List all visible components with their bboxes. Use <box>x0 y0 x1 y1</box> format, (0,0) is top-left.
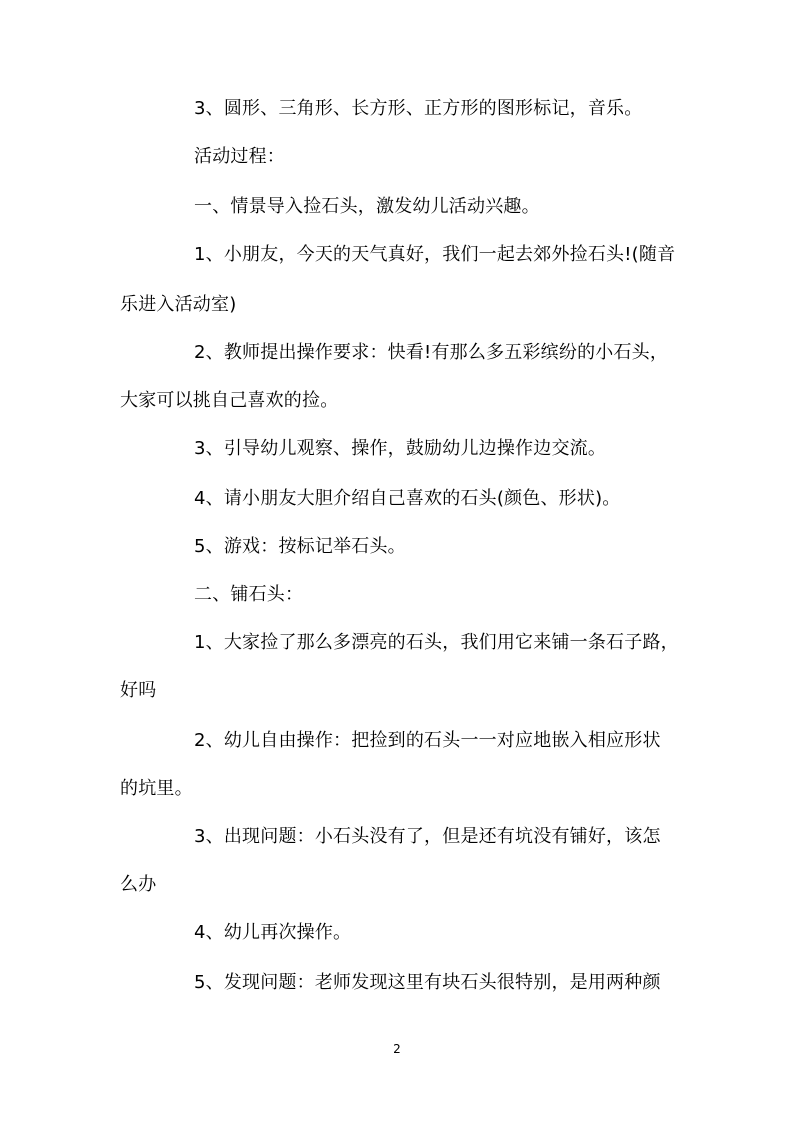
text-line: 5、发现问题：老师发现这里有块石头很特别，是用两种颜 <box>194 972 661 993</box>
text-line: 大家可以挑自己喜欢的捡。 <box>120 390 339 411</box>
text-line: 好吗 <box>120 680 157 701</box>
text-line: 3、圆形、三角形、长方形、正方形的图形标记，音乐。 <box>194 98 643 119</box>
text-line: 2、幼儿自由操作：把捡到的石头一一对应地嵌入相应形状 <box>194 730 661 751</box>
text-line: 乐进入活动室) <box>120 294 237 315</box>
text-line: 4、幼儿再次操作。 <box>194 922 352 943</box>
text-line: 3、引导幼儿观察、操作，鼓励幼儿边操作边交流。 <box>194 438 607 459</box>
section-heading: 二、铺石头： <box>194 584 304 605</box>
page-number: 2 <box>393 1042 401 1056</box>
text-line: 1、小朋友，今天的天气真好，我们一起去郊外捡石头!(随音 <box>194 244 676 265</box>
text-line: 么办 <box>120 874 157 895</box>
text-line: 2、教师提出操作要求：快看!有那么多五彩缤纷的小石头， <box>194 342 669 363</box>
section-heading: 一、情景导入捡石头，激发幼儿活动兴趣。 <box>194 196 540 217</box>
text-line: 1、大家捡了那么多漂亮的石头，我们用它来铺一条石子路， <box>194 632 679 653</box>
text-line: 3、出现问题：小石头没有了，但是还有坑没有铺好，该怎 <box>194 826 661 847</box>
text-line: 活动过程： <box>194 146 285 167</box>
text-line: 的坑里。 <box>120 778 193 799</box>
text-line: 5、游戏：按标记举石头。 <box>194 536 406 557</box>
text-line: 4、请小朋友大胆介绍自己喜欢的石头(颜色、形状)。 <box>194 488 621 509</box>
